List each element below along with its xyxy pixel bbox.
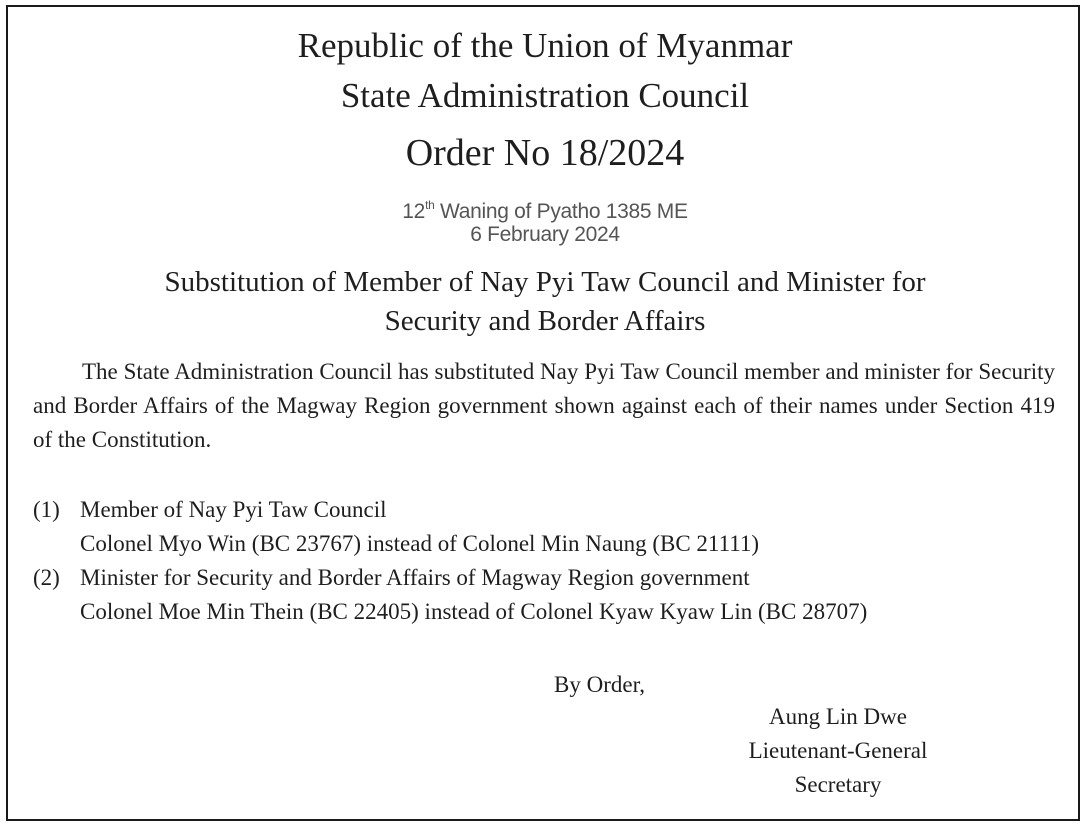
signatory-rank: Lieutenant-General [748,738,928,763]
subject-line-1: Substitution of Member of Nay Pyi Taw Council and Minister for [164,266,926,298]
order-title: Order No 18/2024 [405,132,685,174]
date-rest: Waning of Pyatho 1385 ME [434,200,688,223]
signatory-name: Aung Lin Dwe [769,704,907,729]
by-order: By Order, [554,672,646,697]
date-ordinal: th [425,198,435,212]
item-number: (1) [33,497,60,522]
order-document [6,5,1080,821]
signatory-title: Secretary [794,772,882,797]
body-paragraph [33,355,1055,457]
item-number: (2) [33,565,60,590]
country-heading: Republic of the Union of Myanmar [297,26,793,65]
item-position: Member of Nay Pyi Taw Council [80,497,387,522]
gregorian-date: 6 February 2024 [470,223,620,246]
subject-line-2: Security and Border Affairs [384,305,706,337]
item-detail: Colonel Myo Win (BC 23767) instead of Colonel Min Naung (BC 21111) [80,531,760,556]
body-paragraph-text: The State Administration Council has substituted Nay Pyi Taw Council member and minister for Security and Border Affairs of the Magway Region government shown against each of their names under Section 419 of the Constitution. [33,359,1055,452]
council-heading: State Administration Council [340,76,750,115]
item-detail: Colonel Moe Min Thein (BC 22405) instead of Colonel Kyaw Kyaw Lin (BC 28707) [80,599,868,624]
date-day: 12 [402,200,426,223]
item-position: Minister for Security and Border Affairs of Magway Region government [80,565,750,590]
